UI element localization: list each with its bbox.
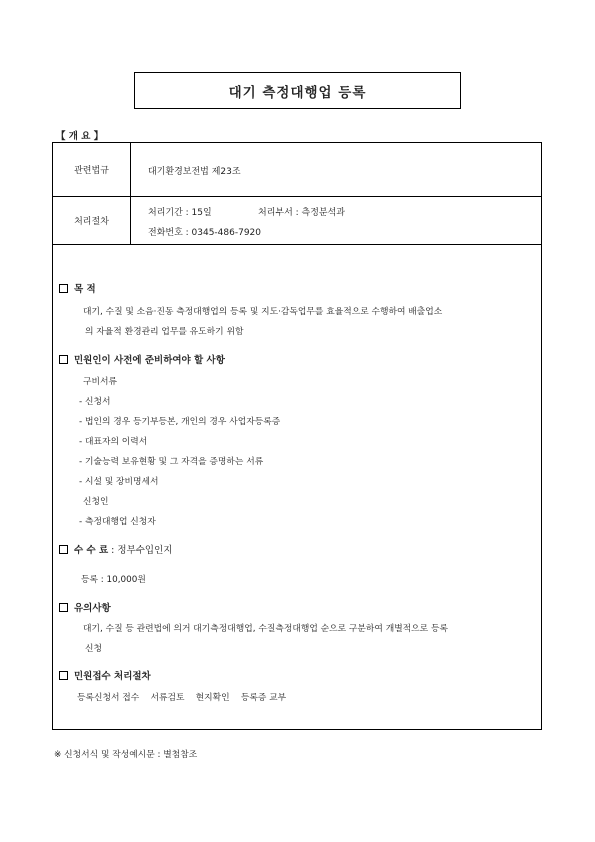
- applicant-item: - 측정대행업 신청자: [79, 517, 156, 527]
- law-row: [53, 143, 541, 197]
- required-doc-item: - 기술능력 보유현황 및 그 자격을 증명하는 서류: [79, 457, 264, 467]
- checkbox-square-icon: [59, 603, 68, 612]
- checkbox-square-icon: [59, 545, 68, 554]
- preparation-title: 민원인이 사전에 준비하여야 할 사항: [59, 352, 225, 366]
- checkbox-square-icon: [59, 671, 68, 680]
- caution-line-1: 대기, 수질 등 관련법에 의거 대기측정대행업, 수질측정대행업 순으로 구분하여 개별적으로 등록: [83, 624, 448, 634]
- page-title: 대기 측정대행업 등록: [134, 72, 461, 109]
- required-doc-item: - 시설 및 장비명세서: [79, 477, 159, 487]
- applicant-label: 신청인: [83, 497, 109, 507]
- processing-period: 처리기간 : 15일: [148, 208, 212, 218]
- main-form-box: [52, 142, 542, 730]
- caution-title: 유의사항: [59, 600, 111, 614]
- fee-line: 등록 : 10,000원: [81, 575, 146, 585]
- process-title: 민원접수 처리절차: [59, 668, 151, 682]
- procedure-label: 처리절차: [53, 196, 131, 244]
- law-value: 대기환경보전법 제23조: [148, 167, 241, 177]
- footer-note: ※ 신청서식 및 작성예시문 : 별첨참조: [54, 750, 198, 760]
- fee-title: 수 수 료 : 정부수입인지: [59, 542, 172, 556]
- purpose-title: 목 적: [59, 281, 96, 295]
- phone-number: 전화번호 : 0345-486-7920: [148, 228, 262, 238]
- required-doc-item: - 신청서: [79, 397, 111, 407]
- purpose-line-2: 의 자율적 환경관리 업무를 유도하기 위함: [85, 327, 244, 337]
- purpose-line-1: 대기, 수질 및 소음·진동 측정대행업의 등록 및 지도·감독업무를 효율적으로 수행하여 배출업소: [83, 307, 443, 317]
- processing-department: 처리부서 : 측정분석과: [258, 208, 346, 218]
- required-doc-item: - 대표자의 이력서: [79, 437, 148, 447]
- checkbox-square-icon: [59, 355, 68, 364]
- caution-line-2: 신청: [85, 644, 102, 654]
- checkbox-square-icon: [59, 284, 68, 293]
- procedure-row: [53, 196, 541, 245]
- required-doc-item: - 법인의 경우 등기부등본, 개인의 경우 사업자등록증: [79, 417, 281, 427]
- required-docs-label: 구비서류: [83, 377, 117, 387]
- overview-label: 【 개 요 】: [56, 131, 104, 142]
- law-label: 관련법규: [53, 143, 131, 196]
- process-steps: 등록신청서 접수 서류검토 현지확인 등록증 교부: [77, 693, 287, 703]
